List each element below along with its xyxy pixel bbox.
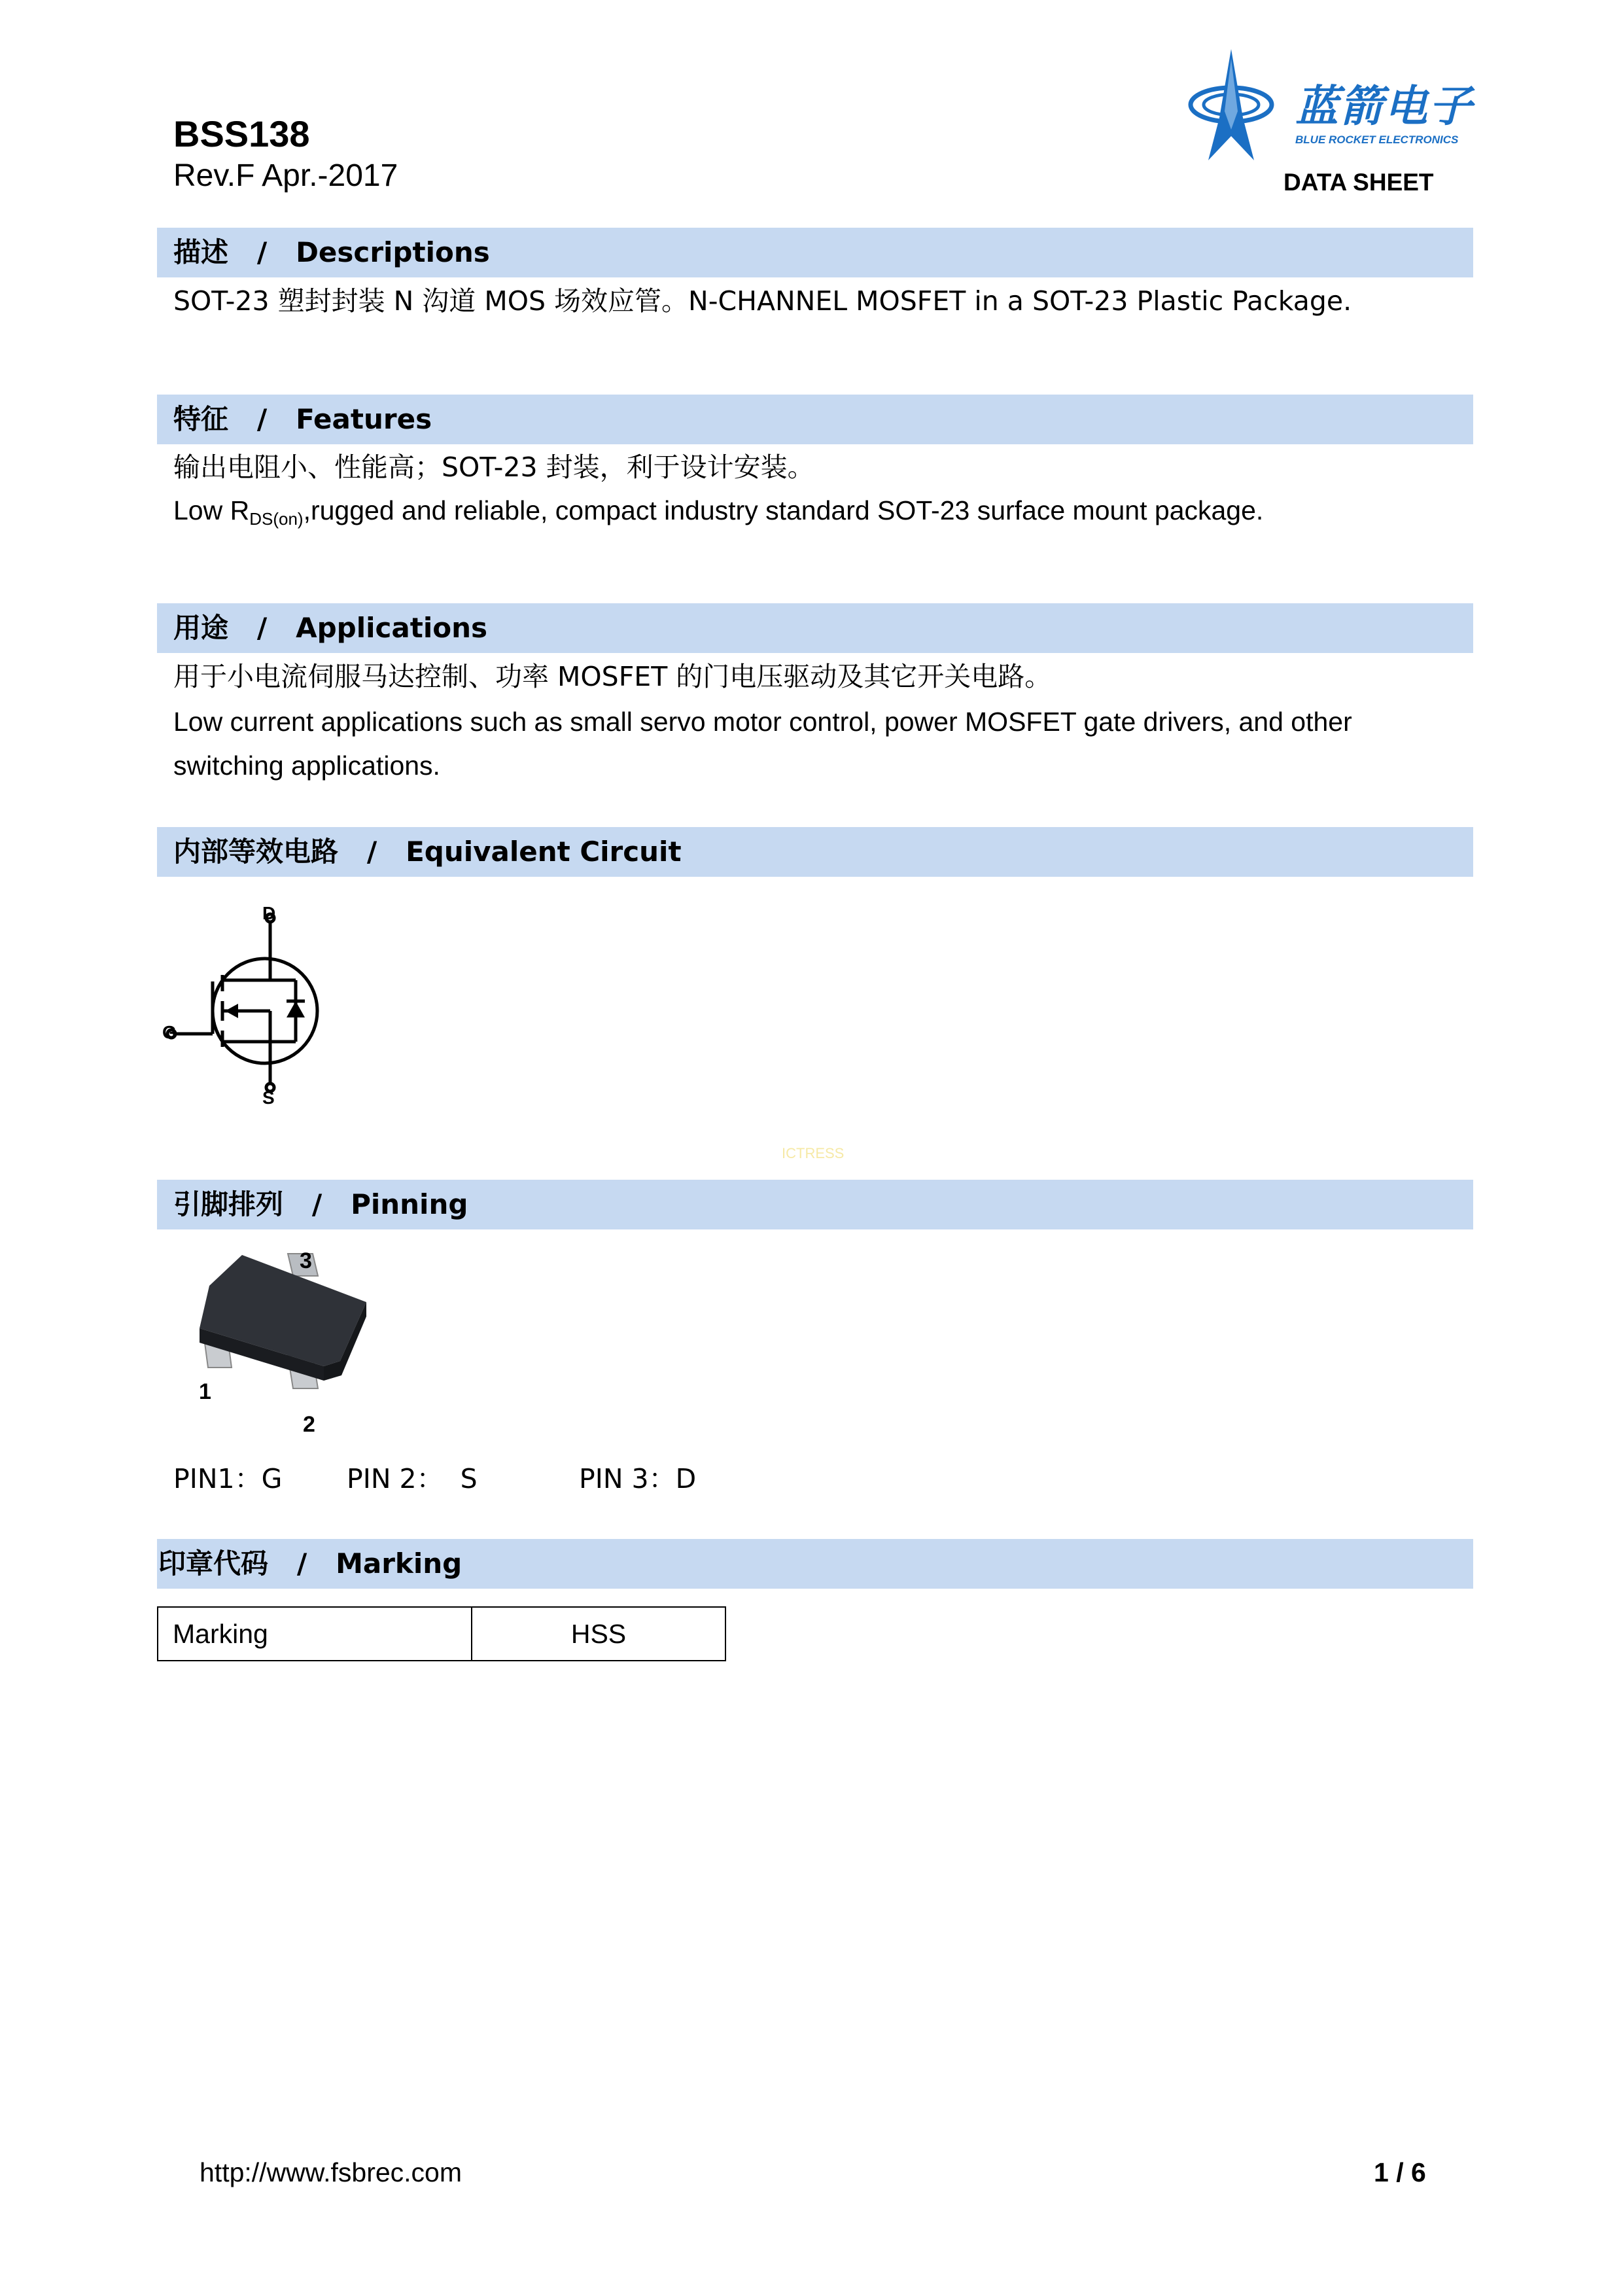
section-header-features xyxy=(157,395,1473,444)
section-heading: 引脚排列 / Pinning xyxy=(173,1188,468,1220)
circuit-label-gate: G xyxy=(162,1022,177,1042)
section-heading: 内部等效电路 / Equivalent Circuit xyxy=(173,836,682,868)
features-text-en-rest: ,rugged and reliable, compact industry standard SOT-23 surface mount package. xyxy=(303,495,1264,525)
rds-subscript: DS(on) xyxy=(249,509,304,529)
section-header-descriptions xyxy=(157,228,1473,277)
watermark: ICTRESS xyxy=(782,1145,845,1161)
section-heading: 印章代码 / Marking xyxy=(158,1547,462,1580)
applications-text-en-line2: switching applications. xyxy=(173,751,440,781)
section-heading: 用途 / Applications xyxy=(173,612,487,644)
part-number: BSS138 xyxy=(173,113,310,154)
package-pin-label-1: 1 xyxy=(199,1379,211,1404)
applications-text-cn: 用于小电流伺服马达控制、功率 MOSFET 的门电压驱动及其它开关电路。 xyxy=(173,661,1052,692)
section-header-equivalent-circuit xyxy=(157,827,1473,877)
marking-table xyxy=(157,1606,726,1661)
features-text-en-prefix: Low R xyxy=(173,495,250,525)
footer-url[interactable]: http://www.fsbrec.com xyxy=(200,2157,462,2187)
pin3-assignment: PIN 3：D xyxy=(579,1463,697,1494)
mosfet-circuit-symbol xyxy=(157,903,340,1112)
section-heading: 描述 / Descriptions xyxy=(173,236,490,268)
logo-english-name: BLUE ROCKET ELECTRONICS xyxy=(1295,133,1459,146)
section-header-marking xyxy=(157,1539,1473,1589)
circuit-label-drain: D xyxy=(262,903,276,923)
section-header-applications xyxy=(157,603,1473,653)
page-number: 1 / 6 xyxy=(1374,2157,1426,2187)
revision: Rev.F Apr.-2017 xyxy=(173,158,398,193)
descriptions-text: SOT-23 塑封封装 N 沟道 MOS 场效应管。N-CHANNEL MOSFET in a SOT-23 Plastic Package. xyxy=(173,285,1352,317)
section-heading: 特征 / Features xyxy=(173,403,432,435)
features-text-en xyxy=(173,493,1263,531)
features-text-cn: 输出电阻小、性能高；SOT-23 封装，利于设计安装。 xyxy=(173,451,814,483)
section-header-pinning xyxy=(157,1180,1473,1229)
doc-type-label: DATA SHEET xyxy=(1283,169,1434,196)
marking-value-cell: HSS xyxy=(570,1619,627,1649)
package-pin-label-2: 2 xyxy=(303,1412,315,1437)
applications-text-en-line1: Low current applications such as small servo motor control, power MOSFET gate drivers, and other xyxy=(173,707,1352,737)
sot23-package-image xyxy=(190,1250,399,1407)
package-pin-label-3: 3 xyxy=(300,1248,312,1273)
pin1-assignment: PIN1：G xyxy=(173,1463,283,1494)
circuit-label-source: S xyxy=(262,1087,275,1108)
pin2-assignment: PIN 2： S xyxy=(347,1463,478,1494)
marking-label-cell: Marking xyxy=(158,1608,472,1660)
logo-chinese-name: 蓝箭电子 xyxy=(1295,81,1473,132)
